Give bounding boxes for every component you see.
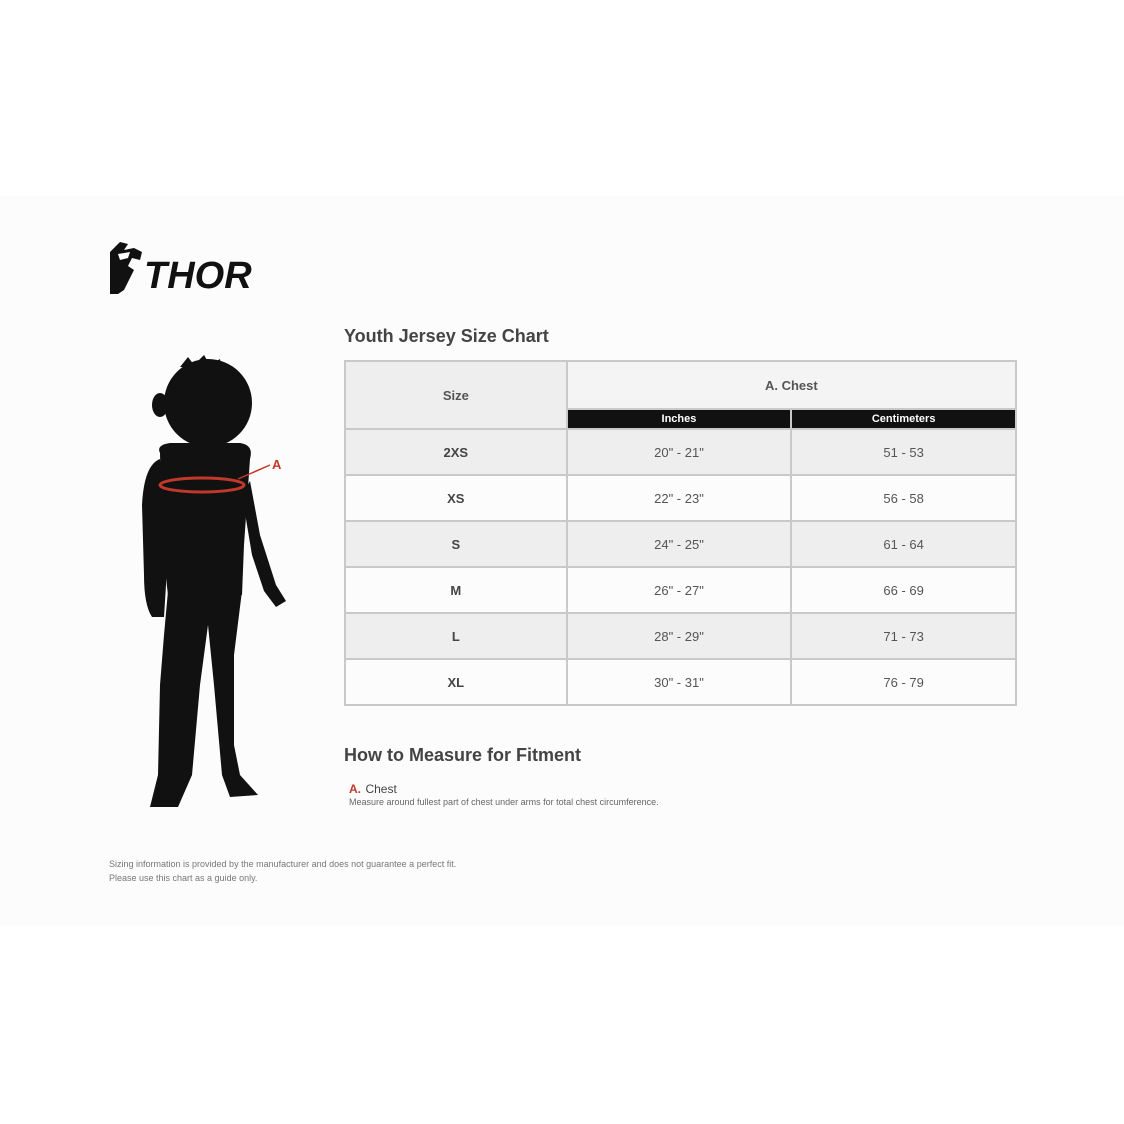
measure-item-chest	[349, 780, 397, 798]
size-cell: XL	[345, 659, 567, 705]
table-row	[345, 613, 1016, 659]
measure-section-title: How to Measure for Fitment	[344, 745, 582, 765]
size-cell: S	[345, 521, 567, 567]
inches-cell: 28" - 29"	[567, 613, 792, 659]
chest-marker-label: A	[272, 457, 282, 472]
thor-logo	[106, 240, 276, 300]
inches-column-header: Inches	[567, 409, 792, 429]
size-column-header: Size	[345, 361, 567, 429]
disclaimer	[109, 857, 456, 885]
inches-cell: 26" - 27"	[567, 567, 792, 613]
measure-letter: A.	[349, 782, 361, 796]
table-row	[345, 475, 1016, 521]
table-row	[345, 429, 1016, 475]
centimeters-cell: 51 - 53	[791, 429, 1016, 475]
size-cell: M	[345, 567, 567, 613]
table-row	[345, 567, 1016, 613]
measure-label: Chest	[365, 782, 397, 796]
table-row	[345, 521, 1016, 567]
table-row	[345, 659, 1016, 705]
centimeters-cell: 56 - 58	[791, 475, 1016, 521]
centimeters-cell: 61 - 64	[791, 521, 1016, 567]
size-cell: 2XS	[345, 429, 567, 475]
inches-cell: 20" - 21"	[567, 429, 792, 475]
disclaimer-line-1: Sizing information is provided by the manufacturer and does not guarantee a perfect fit.	[109, 859, 457, 869]
size-table	[344, 360, 1017, 706]
svg-text:THOR: THOR	[144, 255, 252, 297]
child-silhouette-icon	[130, 355, 300, 825]
measure-description: Measure around fullest part of chest under arms for total chest circumference.	[349, 797, 659, 807]
disclaimer-line-2: Please use this chart as a guide only.	[109, 873, 258, 883]
size-cell: L	[345, 613, 567, 659]
inches-cell: 30" - 31"	[567, 659, 792, 705]
inches-cell: 22" - 23"	[567, 475, 792, 521]
centimeters-cell: 66 - 69	[791, 567, 1016, 613]
chest-group-header: A. Chest	[567, 361, 1016, 409]
centimeters-cell: 76 - 79	[791, 659, 1016, 705]
centimeters-column-header: Centimeters	[791, 409, 1016, 429]
size-cell: XS	[345, 475, 567, 521]
thor-helmet-icon	[106, 240, 276, 300]
centimeters-cell: 71 - 73	[791, 613, 1016, 659]
chart-title: Youth Jersey Size Chart	[344, 326, 549, 346]
inches-cell: 24" - 25"	[567, 521, 792, 567]
